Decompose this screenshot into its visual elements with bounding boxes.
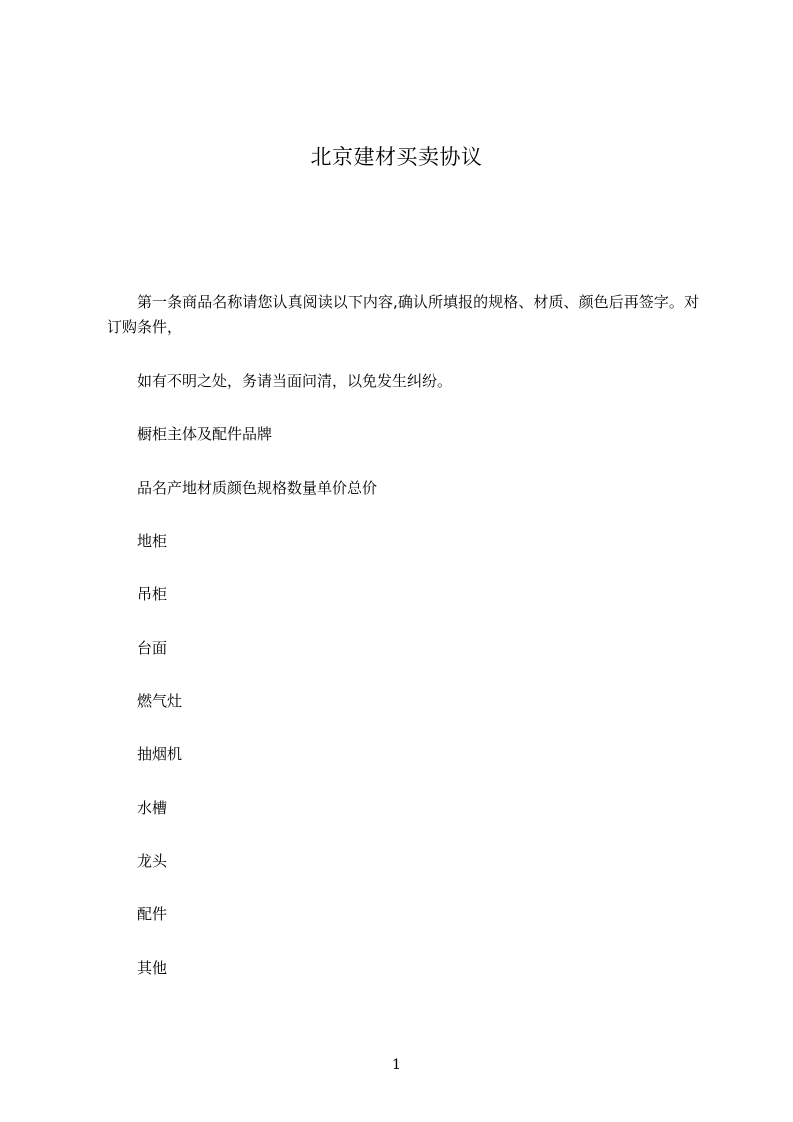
column-headers-line: 品名产地材质颜色规格数量单价总价 <box>137 479 378 497</box>
item-sink: 水槽 <box>137 799 168 817</box>
item-base-cabinet: 地柜 <box>137 532 168 550</box>
item-faucet: 龙头 <box>137 852 168 870</box>
brand-heading-line: 橱柜主体及配件品牌 <box>137 425 273 443</box>
item-range-hood: 抽烟机 <box>137 745 183 763</box>
clause-note-line: 如有不明之处，务请当面问清，以免发生纠纷。 <box>137 372 453 390</box>
item-accessories: 配件 <box>137 905 168 923</box>
item-gas-stove: 燃气灶 <box>137 692 183 710</box>
item-other: 其他 <box>137 959 168 977</box>
page-number: 1 <box>392 1057 401 1073</box>
document-title: 北京建材买卖协议 <box>310 145 483 169</box>
clause-paragraph: 第一条商品名称请您认真阅读以下内容,确认所填报的规格、材质、颜色后再签字。对订购条件， <box>107 293 699 336</box>
item-wall-cabinet: 吊柜 <box>137 585 168 603</box>
item-countertop: 台面 <box>137 639 168 657</box>
